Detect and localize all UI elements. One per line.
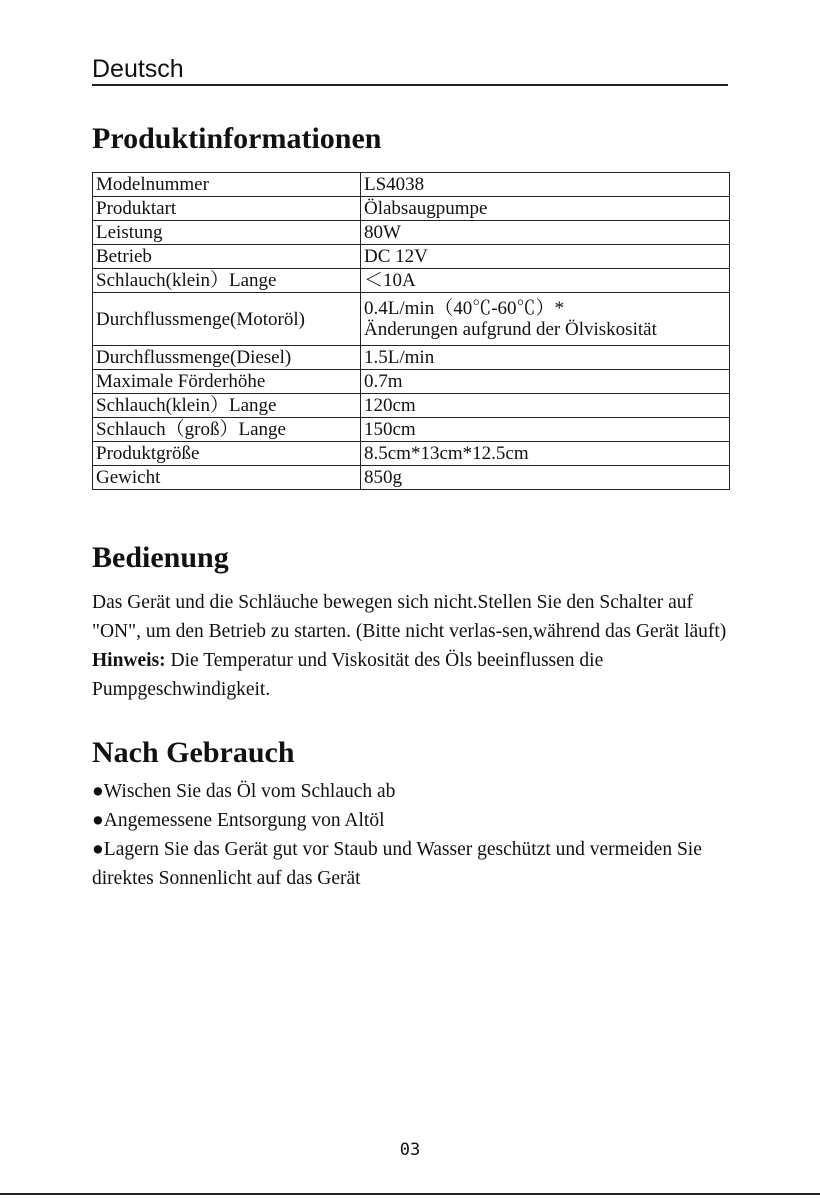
spec-table bbox=[92, 172, 730, 490]
hint-label: Hinweis: bbox=[92, 650, 166, 671]
spec-value: 120cm bbox=[361, 394, 730, 418]
spec-value: 8.5cm*13cm*12.5cm bbox=[361, 442, 730, 466]
list-item: ●Wischen Sie das Öl vom Schlauch ab bbox=[92, 781, 396, 802]
spec-label: Betrieb bbox=[93, 245, 361, 269]
table-row bbox=[93, 346, 730, 370]
operation-paragraph: Das Gerät und die Schläuche bewegen sich nicht.Stellen Sie den Schalter auf "ON", um den Betrieb zu starten. (Bitte nicht verlas-sen,während das Gerät läuft) bbox=[92, 592, 727, 642]
spec-label: Produktgröße bbox=[93, 442, 361, 466]
spec-value: LS4038 bbox=[361, 173, 730, 197]
spec-value: 150cm bbox=[361, 418, 730, 442]
table-row bbox=[93, 418, 730, 442]
spec-value: Ölabsaugpumpe bbox=[361, 197, 730, 221]
bottom-divider bbox=[0, 1193, 820, 1195]
table-row bbox=[93, 293, 730, 346]
spec-label: Maximale Förderhöhe bbox=[93, 370, 361, 394]
table-row bbox=[93, 245, 730, 269]
language-label: Deutsch bbox=[92, 55, 184, 83]
spec-value: DC 12V bbox=[361, 245, 730, 269]
table-row bbox=[93, 269, 730, 293]
table-row bbox=[93, 394, 730, 418]
spec-label: Schlauch(klein）Lange bbox=[93, 269, 361, 293]
spec-value-line: 0.4L/min（40℃-60℃）* bbox=[364, 298, 565, 319]
table-row bbox=[93, 442, 730, 466]
hint-text: Die Temperatur und Viskosität des Öls beeinflussen die Pumpgeschwindigkeit. bbox=[92, 650, 604, 700]
list-item: ●Lagern Sie das Gerät gut vor Staub und Wasser geschützt und vermeiden Sie direktes Sonnenlicht auf das Gerät bbox=[92, 839, 702, 889]
spec-label: Modelnummer bbox=[93, 173, 361, 197]
spec-value: 0.7m bbox=[361, 370, 730, 394]
spec-value-line: Änderungen aufgrund der Ölviskosität bbox=[364, 319, 657, 340]
spec-label: Durchflussmenge(Motoröl) bbox=[93, 293, 361, 346]
spec-label: Schlauch（groß）Lange bbox=[93, 418, 361, 442]
list-item: ●Angemessene Entsorgung von Altöl bbox=[92, 810, 385, 831]
spec-label: Produktart bbox=[93, 197, 361, 221]
table-row bbox=[93, 173, 730, 197]
spec-value: 1.5L/min bbox=[361, 346, 730, 370]
table-row bbox=[93, 197, 730, 221]
spec-label: Durchflussmenge(Diesel) bbox=[93, 346, 361, 370]
operation-section bbox=[92, 588, 732, 704]
spec-value: 80W bbox=[361, 221, 730, 245]
spec-label: Schlauch(klein）Lange bbox=[93, 394, 361, 418]
after-use-list bbox=[92, 777, 732, 893]
spec-value: 850g bbox=[361, 466, 730, 490]
after-use-title: Nach Gebrauch bbox=[92, 736, 295, 769]
spec-value bbox=[361, 293, 730, 346]
table-row bbox=[93, 466, 730, 490]
table-row bbox=[93, 370, 730, 394]
page-number: 03 bbox=[399, 1140, 421, 1160]
spec-label: Leistung bbox=[93, 221, 361, 245]
operation-title: Bedienung bbox=[92, 541, 229, 574]
spec-value: ＜10A bbox=[361, 269, 730, 293]
product-info-title: Produktinformationen bbox=[92, 122, 382, 155]
spec-label: Gewicht bbox=[93, 466, 361, 490]
language-header bbox=[92, 56, 728, 86]
table-row bbox=[93, 221, 730, 245]
